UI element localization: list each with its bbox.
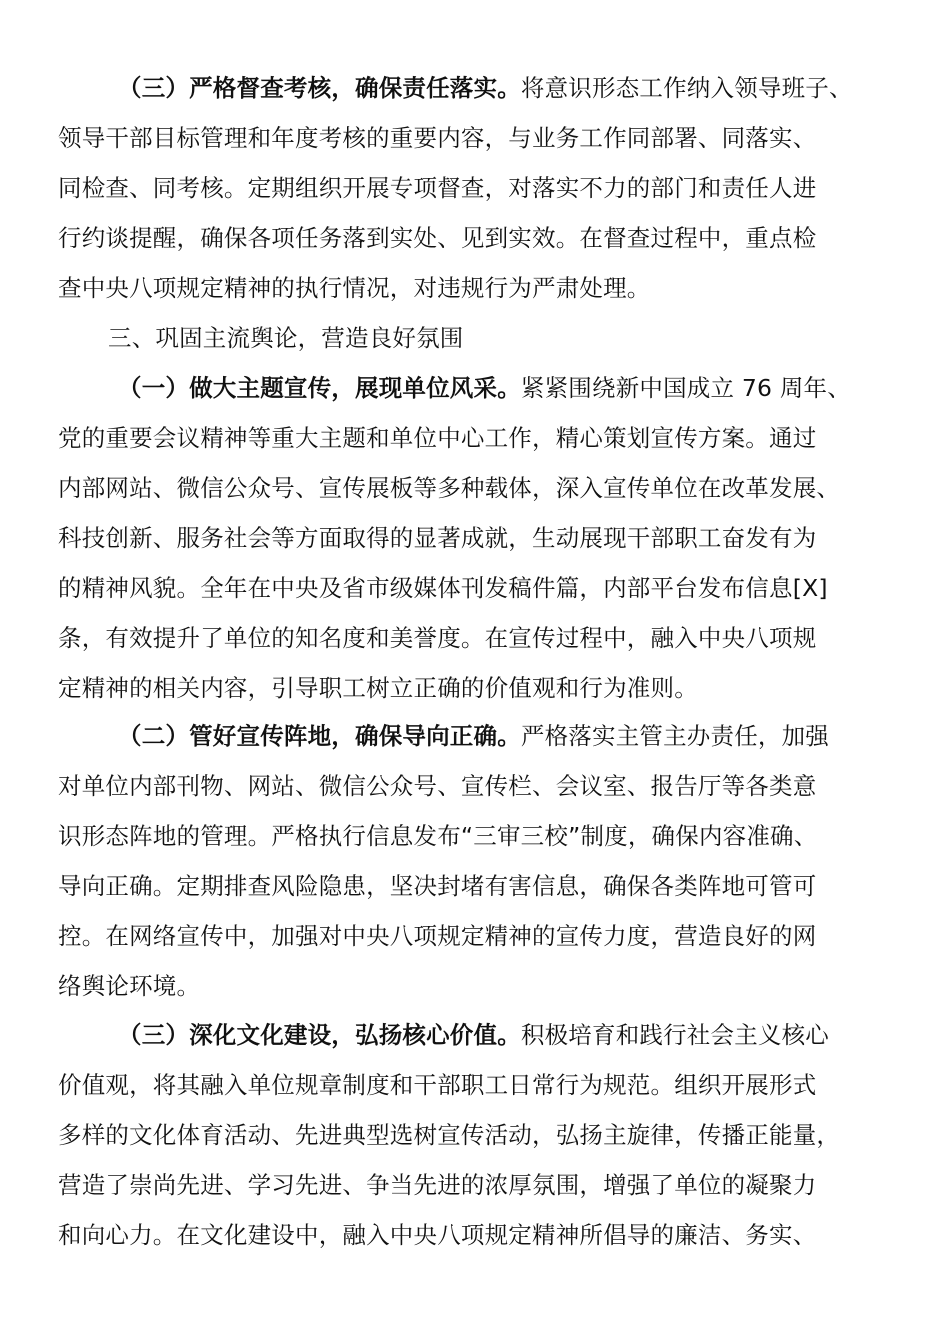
body-text: 和向心力。在文化建设中，融入中央八项规定精神所倡导的廉洁、务实、 (58, 1221, 817, 1249)
paragraph-line (58, 213, 816, 263)
body-text: 党的重要会议精神等重大主题和单位中心工作，精心策划宣传方案。通过 (58, 424, 817, 452)
body-text: 行约谈提醒，确保各项任务落到实处、见到实效。在督查过程中，重点检 (58, 224, 817, 252)
body-text: 多样的文化体育活动、先进典型选树宣传活动，弘扬主旋律，传播正能量， (58, 1121, 841, 1149)
paragraph-line (58, 663, 698, 713)
body-text: 的精神风貌。全年在中央及省市级媒体刊发稿件篇，内部平台发布信息[X] (58, 574, 828, 602)
paragraph-line (58, 613, 816, 663)
paragraph-line (58, 513, 816, 563)
paragraph-line (58, 1160, 816, 1210)
subsection-heading: （二）管好宣传阵地，确保导向正确。 (118, 722, 521, 750)
paragraph-theme-publicity-line-1 (118, 363, 851, 413)
paragraph-line (58, 911, 816, 961)
body-text: 条，有效提升了单位的知名度和美誉度。在宣传过程中，融入中央八项规 (58, 624, 817, 652)
paragraph-line (58, 413, 816, 463)
paragraph-line (58, 463, 840, 513)
body-text: 查中央八项规定精神的执行情况，对违规行为严肃处理。 (58, 274, 651, 302)
paragraph-publicity-front-line-1 (118, 711, 829, 761)
body-text: 导向正确。定期排查风险隐患，坚决封堵有害信息，确保各类阵地可管可 (58, 872, 817, 900)
subsection-heading: （三）严格督查考核，确保责任落实。 (118, 74, 521, 102)
body-text: 同检查、同考核。定期组织开展专项督查，对落实不力的部门和责任人进 (58, 174, 817, 202)
paragraph-line (58, 563, 828, 613)
body-text: 价值观，将其融入单位规章制度和干部职工日常行为规范。组织开展形式 (58, 1071, 817, 1099)
body-text: 科技创新、服务社会等方面取得的显著成就，生动展现干部职工奋发有为 (58, 524, 817, 552)
subsection-heading: （三）深化文化建设，弘扬核心价值。 (118, 1021, 521, 1049)
body-text: 络舆论环境。 (58, 972, 201, 1000)
paragraph-strict-supervision-line-1 (118, 63, 853, 113)
paragraph-culture-building-line-1 (118, 1010, 829, 1060)
paragraph-line (58, 163, 816, 213)
body-text: 定精神的相关内容，引导职工树立正确的价值观和行为准则。 (58, 674, 698, 702)
section-heading-three (108, 313, 464, 363)
body-text: 识形态阵地的管理。严格执行信息发布“三审三校”制度，确保内容准确、 (58, 822, 818, 850)
body-text: 营造了崇尚先进、学习先进、争当先进的浓厚氛围，增强了单位的凝聚力 (58, 1171, 817, 1199)
section-heading-text: 三、巩固主流舆论，营造良好氛围 (108, 324, 464, 352)
body-text: 严格落实主管主办责任，加强 (520, 722, 830, 750)
paragraph-line (58, 861, 816, 911)
body-text: 积极培育和践行社会主义核心 (520, 1021, 830, 1049)
paragraph-line (58, 263, 651, 313)
paragraph-line (58, 761, 816, 811)
body-text: 控。在网络宣传中，加强对中央八项规定精神的宣传力度，营造良好的网 (58, 922, 817, 950)
paragraph-line (58, 1060, 816, 1110)
paragraph-line (58, 1110, 840, 1160)
paragraph-line (58, 961, 200, 1011)
body-text: 紧紧围绕新中国成立 76 周年、 (520, 374, 851, 402)
paragraph-line (58, 811, 817, 861)
paragraph-line (58, 1210, 816, 1260)
paragraph-line (58, 113, 816, 163)
subsection-heading: （一）做大主题宣传，展现单位风采。 (118, 374, 521, 402)
body-text: 内部网站、微信公众号、宣传展板等多种载体，深入宣传单位在改革发展、 (58, 474, 841, 502)
body-text: 对单位内部刊物、网站、微信公众号、宣传栏、会议室、报告厅等各类意 (58, 772, 817, 800)
body-text: 将意识形态工作纳入领导班子、 (520, 74, 853, 102)
body-text: 领导干部目标管理和年度考核的重要内容，与业务工作同部署、同落实、 (58, 124, 817, 152)
